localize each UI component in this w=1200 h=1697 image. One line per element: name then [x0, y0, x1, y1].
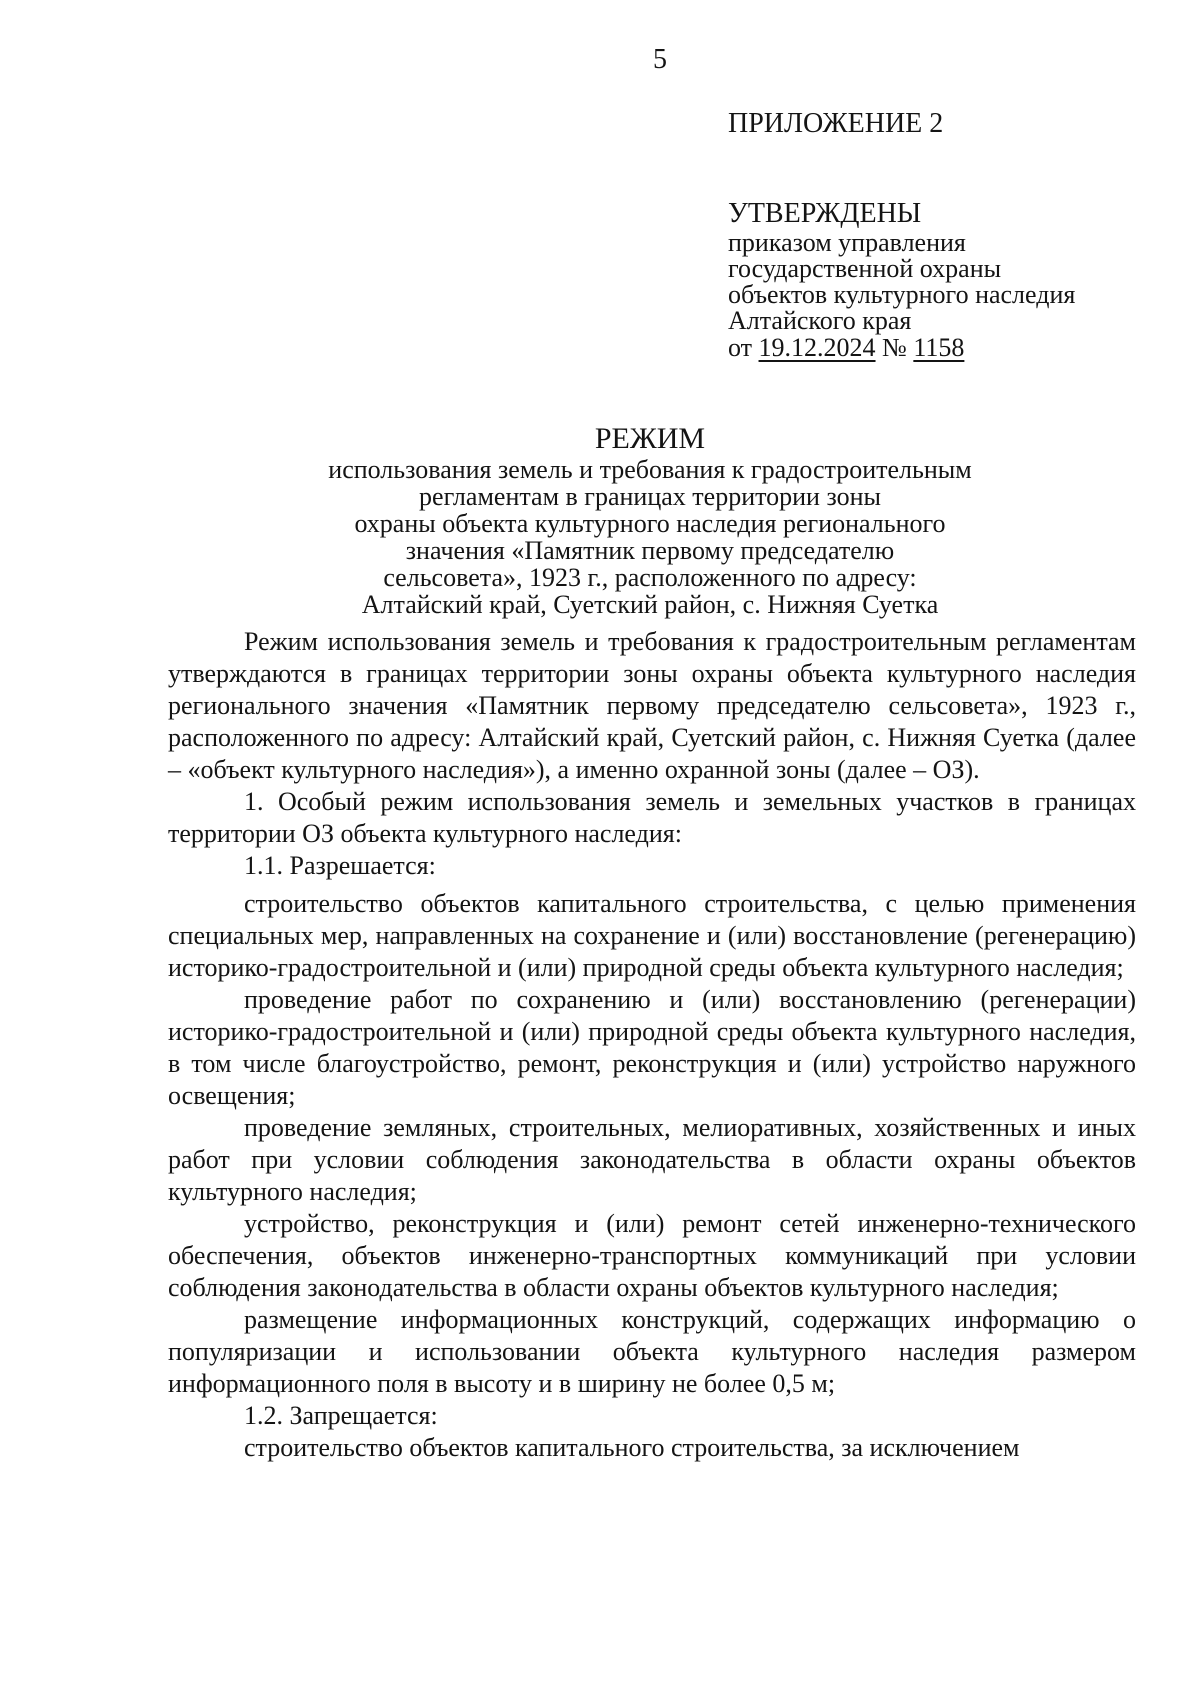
subtitle-line: охраны объекта культурного наследия регионального [354, 509, 946, 538]
approval-stamp-block [728, 106, 1168, 362]
document-title-block [240, 422, 1060, 618]
approved-by-line: объектов культурного наследия [728, 280, 1076, 309]
appendix-title: ПРИЛОЖЕНИЕ 2 [728, 108, 944, 139]
order-prefix: от [728, 333, 753, 362]
document-subtitle [240, 456, 1060, 618]
allowed-item: проведение земляных, строительных, мелиоративных, хозяйственных и иных работ при условии соблюдения законодательства в области охраны объектов культурного наследия; [168, 1113, 1136, 1206]
section-1-heading: 1. Особый режим использования земель и земельных участков в границах территории ОЗ объекта культурного наследия: [168, 787, 1136, 848]
order-date: 19.12.2024 [758, 333, 876, 362]
forbidden-item: строительство объектов капитального строительства, за исключением [244, 1433, 1020, 1462]
subtitle-line: регламентам в границах территории зоны [419, 482, 881, 511]
approved-by-line: приказом управления [728, 228, 966, 257]
subtitle-line: Алтайский край, Суетский район, с. Нижняя Суетка [361, 590, 939, 619]
allowed-item: размещение информационных конструкций, содержащих информацию о популяризации и использовании объекта культурного наследия размером информационного поля в высоту и в ширину не более 0,5 м; [168, 1305, 1136, 1398]
page-number: 5 [653, 44, 667, 75]
subtitle-line: сельсовета», 1923 г., расположенного по адресу: [383, 563, 917, 592]
order-number: 1158 [913, 333, 965, 362]
section-1-1-heading: 1.1. Разрешается: [244, 851, 436, 880]
subtitle-line: использования земель и требования к градостроительным [328, 455, 972, 484]
approved-by-line: Алтайского края [728, 306, 912, 335]
approved-by-lines [728, 230, 1168, 334]
approved-title: УТВЕРЖДЕНЫ [728, 198, 922, 229]
subtitle-line: значения «Памятник первому председателю [405, 536, 895, 565]
order-reference [728, 334, 1168, 362]
section-1-2-heading: 1.2. Запрещается: [244, 1401, 438, 1430]
intro-paragraph: Режим использования земель и требования к градостроительным регламентам утверждаются в границах территории зоны охраны объекта культурного наследия регионального значения «Памятник первому председателю сельсовета», 1923 г., расположенного по адресу: Алтайский край, Суетский район, с. Нижняя Суетка (далее – «объект культурного наследия»), а именно охранной зоны (далее – ОЗ). [168, 627, 1136, 784]
document-body [168, 626, 1136, 1464]
allowed-item: строительство объектов капитального строительства, с целью применения специальных мер, направленных на сохранение и (или) восстановление (регенерацию) историко-градостроительной и (или) природной среды объекта культурного наследия; [168, 889, 1136, 982]
allowed-item: устройство, реконструкция и (или) ремонт сетей инженерно-технического обеспечения, объектов инженерно-транспортных коммуникаций при условии соблюдения законодательства в области охраны объектов культурного наследия; [168, 1209, 1136, 1302]
order-number-sign: № [882, 333, 907, 362]
document-title: РЕЖИМ [594, 422, 706, 455]
approved-by-line: государственной охраны [728, 254, 1002, 283]
allowed-item: проведение работ по сохранению и (или) восстановлению (регенерации) историко-градостроительной и (или) природной среды объекта культурного наследия, в том числе благоустройство, ремонт, реконструкция и (или) устройство наружного освещения; [168, 985, 1136, 1110]
